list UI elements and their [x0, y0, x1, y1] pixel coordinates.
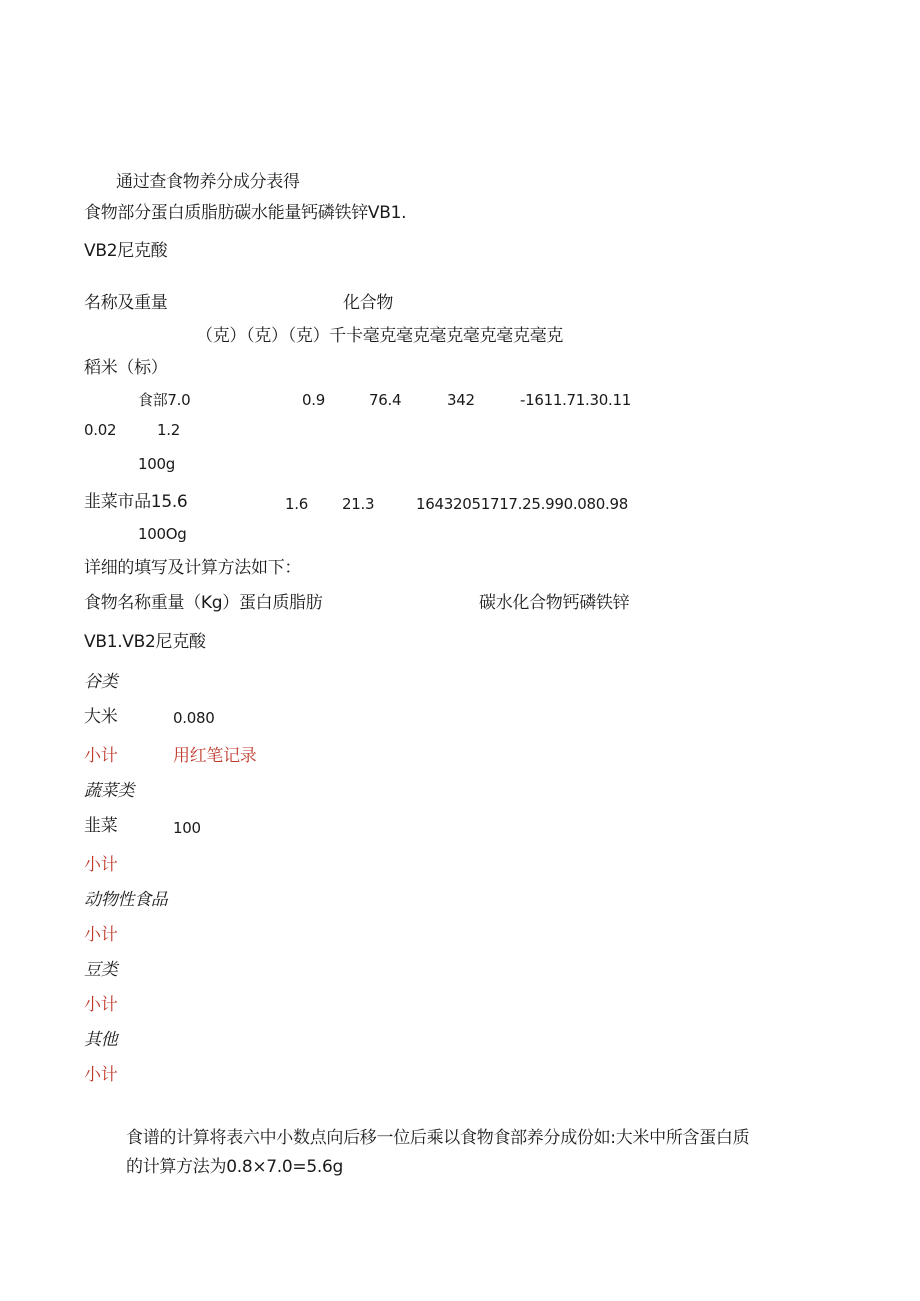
table-header-mid: 化合物: [343, 293, 394, 313]
intro-line-3: VB2尼克酸: [84, 241, 168, 261]
category-other: 其他: [84, 1030, 118, 1050]
method-header-line2: VB1.VB2尼克酸: [84, 632, 206, 652]
subtotal-other: 小计: [84, 1065, 118, 1085]
rice-carb: 76.4: [369, 391, 402, 409]
leek-fat: 1.6: [285, 495, 308, 513]
table-units-row: （克）（克）（克）千卡毫克毫克毫克毫克毫克毫克: [196, 326, 564, 346]
leek-rest: 16432051717.25.990.080.98: [416, 495, 628, 513]
table-header-left: 名称及重量: [84, 293, 168, 313]
rice-weight: 100g: [138, 455, 175, 473]
category-grains: 谷类: [84, 672, 118, 692]
rice-label: 食部7.0: [138, 391, 191, 409]
category-vegetables: 蔬菜类: [84, 781, 135, 801]
leek-row-weight: 100: [173, 819, 201, 837]
rice-row-name: 大米: [84, 707, 118, 727]
method-header-left: 食物名称重量（Kg）蛋白质脂肪: [84, 593, 323, 613]
subtotal-grains: 小计: [84, 746, 118, 766]
rice-row-weight: 0.080: [173, 709, 215, 727]
subtotal-animal: 小计: [84, 925, 118, 945]
rice-minerals: -1611.71.30.11: [520, 391, 631, 409]
leek-carb: 21.3: [342, 495, 375, 513]
intro-line-1: 通过查食物养分成分表得: [116, 172, 300, 192]
method-header-right: 碳水化合物钙磷铁锌: [479, 593, 630, 613]
leek-name-protein: 韭菜市品15.6: [84, 492, 188, 512]
footer-line-1: 食谱的计算将表六中小数点向后移一位后乘以食物食部养分成份如:大米中所含蛋白质: [126, 1128, 750, 1148]
method-title: 详细的填写及计算方法如下：: [84, 558, 302, 578]
leek-row-name: 韭菜: [84, 816, 118, 836]
footer-line-2: 的计算方法为0.8×7.0=5.6g: [126, 1157, 343, 1177]
red-pen-note: 用红笔记录: [173, 746, 257, 766]
rice-energy: 342: [447, 391, 475, 409]
category-beans: 豆类: [84, 960, 118, 980]
rice-niacin: 1.2: [157, 421, 180, 439]
leek-weight: 100Og: [138, 525, 187, 543]
intro-line-2: 食物部分蛋白质脂肪碳水能量钙磷铁锌VB1.: [84, 203, 407, 223]
category-animal: 动物性食品: [84, 890, 168, 910]
rice-fat: 0.9: [302, 391, 325, 409]
subtotal-beans: 小计: [84, 995, 118, 1015]
subtotal-vegetables: 小计: [84, 855, 118, 875]
rice-vb2: 0.02: [84, 421, 117, 439]
rice-name: 稻米（标）: [84, 358, 168, 378]
